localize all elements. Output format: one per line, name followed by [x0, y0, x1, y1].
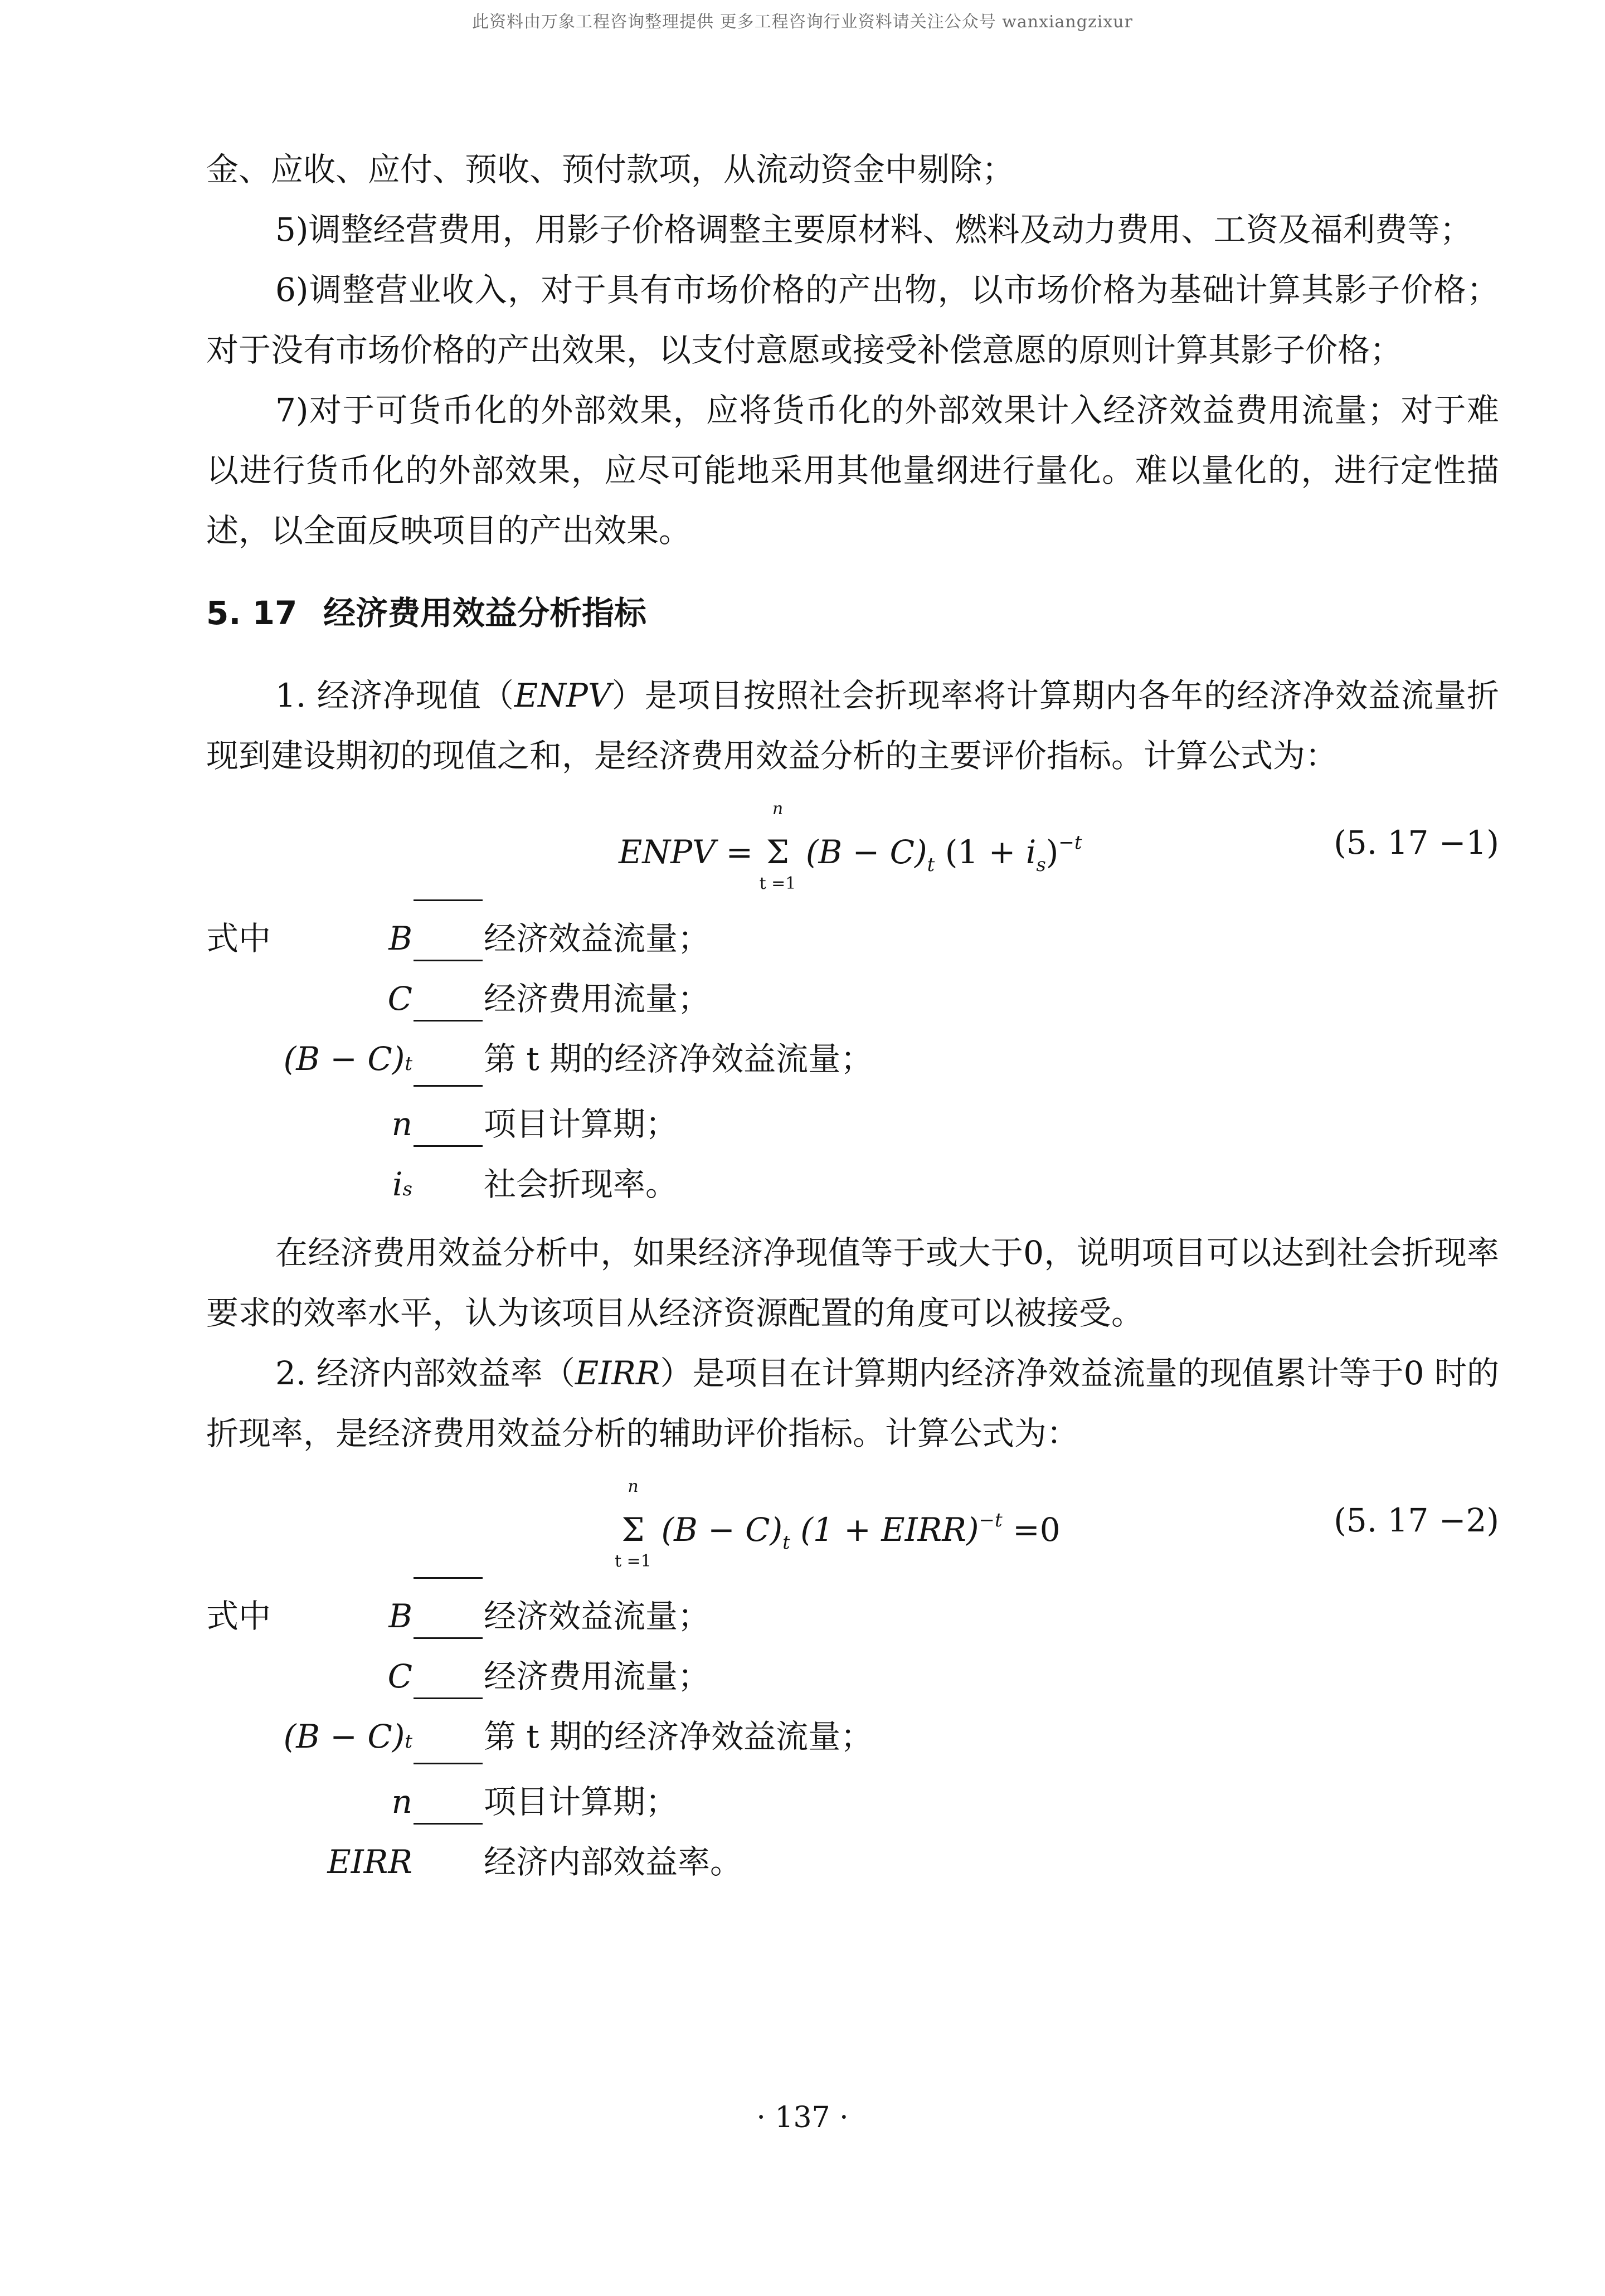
section-number: 5. 17	[206, 594, 298, 632]
formula-eirr-body: (B − C)	[661, 1511, 783, 1549]
formula-eirr-exponent: −t	[979, 1509, 1003, 1531]
page-body	[206, 139, 1499, 1895]
definitions-enpv	[206, 908, 1499, 1219]
em-dash	[414, 1763, 483, 1823]
em-dash	[414, 960, 483, 1020]
definition-row	[206, 1029, 1499, 1094]
definition-row	[206, 969, 1499, 1029]
definition-symbol-sub: t	[405, 1730, 412, 1753]
em-dash	[414, 1823, 483, 1883]
definition-row	[206, 1706, 1499, 1772]
definition-symbol: B	[388, 1597, 412, 1635]
page-number: · 137 ·	[756, 2101, 849, 2134]
definition-symbol: EIRR	[327, 1843, 412, 1881]
paragraph-item-5: 5)调整经营费用，用影子价格调整主要原材料、燃料及动力费用、工资及福利费等；	[275, 211, 1472, 249]
definition-row	[206, 1646, 1499, 1706]
watermark-text: 此资料由万象工程咨询整理提供 更多工程咨询行业资料请关注公众号 wanxiangzixur	[472, 12, 1133, 32]
formula-enpv-body-sub: t	[927, 854, 935, 876]
paragraph-enpv-definition	[206, 665, 1499, 786]
formula-eirr-number: (5. 17 −2)	[1334, 1501, 1499, 1539]
sum-lower-limit: t =1	[759, 874, 796, 893]
definition-symbol: n	[391, 1105, 412, 1143]
definition-symbol-sub: s	[402, 1178, 412, 1200]
definition-symbol: i	[392, 1165, 403, 1203]
definition-symbol: n	[391, 1783, 412, 1821]
definition-text: 第 t 期的经济净效益流量；	[484, 1040, 873, 1078]
definition-text: 经济效益流量；	[484, 920, 711, 957]
definition-symbol-sub: t	[405, 1053, 412, 1075]
formula-enpv-expression	[619, 799, 1082, 895]
definition-symbol: C	[387, 1657, 412, 1695]
definition-text: 项目计算期；	[484, 1783, 678, 1821]
em-dash	[414, 1020, 483, 1085]
formula-enpv-number: (5. 17 −1)	[1334, 824, 1499, 862]
em-dash	[414, 1637, 483, 1697]
definition-text: 项目计算期；	[484, 1105, 678, 1143]
section-heading	[206, 583, 1499, 643]
item2-lead: 2. 经济内部效益率（	[275, 1354, 575, 1392]
definition-row	[206, 1586, 1499, 1646]
formula-enpv-exponent: −t	[1058, 831, 1082, 854]
sum-upper-limit: n	[772, 799, 784, 819]
paragraph-item-7: 7)对于可货币化的外部效果，应将货币化的外部效果计入经济效益费用流量；对于难以进行货币化的外部效果，应尽可能地采用其他量纲进行量化。难以量化的，进行定性描述，以全面反映项目的产出效果。	[206, 391, 1499, 549]
definition-symbol: (B − C)	[283, 1718, 405, 1755]
definitions-eirr	[206, 1586, 1499, 1892]
formula-eirr	[206, 1475, 1499, 1575]
item1-lead: 1. 经济净现值（	[275, 677, 514, 714]
definition-symbol: B	[388, 920, 412, 957]
em-dash	[414, 899, 483, 960]
formula-enpv-equals: =	[726, 833, 753, 871]
definition-row	[206, 908, 1499, 969]
em-dash	[414, 1085, 483, 1145]
paragraph-eirr-definition	[206, 1343, 1499, 1463]
definition-text: 经济费用流量；	[484, 980, 711, 1018]
paragraph-continuation: 金、应收、应付、预收、预付款项，从流动资金中剔除；	[206, 150, 1015, 188]
sum-upper-limit: n	[628, 1477, 639, 1496]
formula-enpv-body: (B − C)	[805, 833, 927, 871]
item2-abbr: EIRR	[575, 1354, 660, 1392]
formula-enpv-factor-close: )	[1045, 833, 1059, 871]
summation-symbol: Σ n t =1	[619, 1500, 648, 1560]
summation-symbol: Σ n t =1	[763, 822, 792, 882]
formula-enpv-factor-sub: s	[1036, 854, 1046, 876]
definitions-lead: 式中	[206, 1597, 271, 1635]
definitions-lead: 式中	[206, 920, 271, 957]
definition-row	[206, 1154, 1499, 1219]
formula-enpv-factor-var: i	[1025, 833, 1037, 871]
definition-text: 经济效益流量；	[484, 1597, 711, 1635]
definition-symbol: (B − C)	[283, 1040, 405, 1078]
item1-rest: ）是项目按照社会折现率将计算期内各年的经济净效益流量折现到建设期初的现值之和，是经济费用效益分析的主要评价指标。计算公式为：	[206, 677, 1499, 775]
paragraph-item-6: 6)调整营业收入，对于具有市场价格的产出物，以市场价格为基础计算其影子价格；对于没有市场价格的产出效果，以支付意愿或接受补偿意愿的原则计算其影子价格；	[206, 271, 1499, 369]
formula-eirr-factor: (1 + EIRR)	[800, 1511, 979, 1549]
sum-lower-limit: t =1	[615, 1551, 651, 1571]
item1-abbr: ENPV	[514, 677, 611, 714]
item2-rest: ）是项目在计算期内经济净效益流量的现值累计等于0 时的折现率，是经济费用效益分析的辅助评价指标。计算公式为：	[206, 1354, 1500, 1452]
definition-symbol: C	[387, 980, 412, 1018]
formula-enpv-lhs: ENPV	[619, 833, 716, 871]
definition-row	[206, 1094, 1499, 1154]
paragraph-enpv-criterion: 在经济费用效益分析中，如果经济净现值等于或大于0，说明项目可以达到社会折现率要求的效率水平，认为该项目从经济资源配置的角度可以被接受。	[206, 1234, 1499, 1332]
formula-eirr-expression	[615, 1477, 1061, 1573]
definition-text: 经济费用流量；	[484, 1657, 711, 1695]
definition-text: 经济内部效益率。	[484, 1843, 743, 1881]
definition-row	[206, 1832, 1499, 1892]
definition-text: 社会折现率。	[484, 1165, 678, 1203]
section-title: 经济费用效益分析指标	[323, 594, 647, 632]
em-dash	[414, 1145, 483, 1210]
em-dash	[414, 1577, 483, 1637]
definition-text: 第 t 期的经济净效益流量；	[484, 1718, 873, 1755]
em-dash	[414, 1697, 483, 1763]
formula-eirr-body-sub: t	[782, 1531, 790, 1554]
formula-eirr-rhs: =0	[1013, 1511, 1061, 1549]
definition-row	[206, 1772, 1499, 1832]
formula-enpv-factor-open: (1 +	[945, 833, 1026, 871]
formula-enpv	[206, 797, 1499, 897]
